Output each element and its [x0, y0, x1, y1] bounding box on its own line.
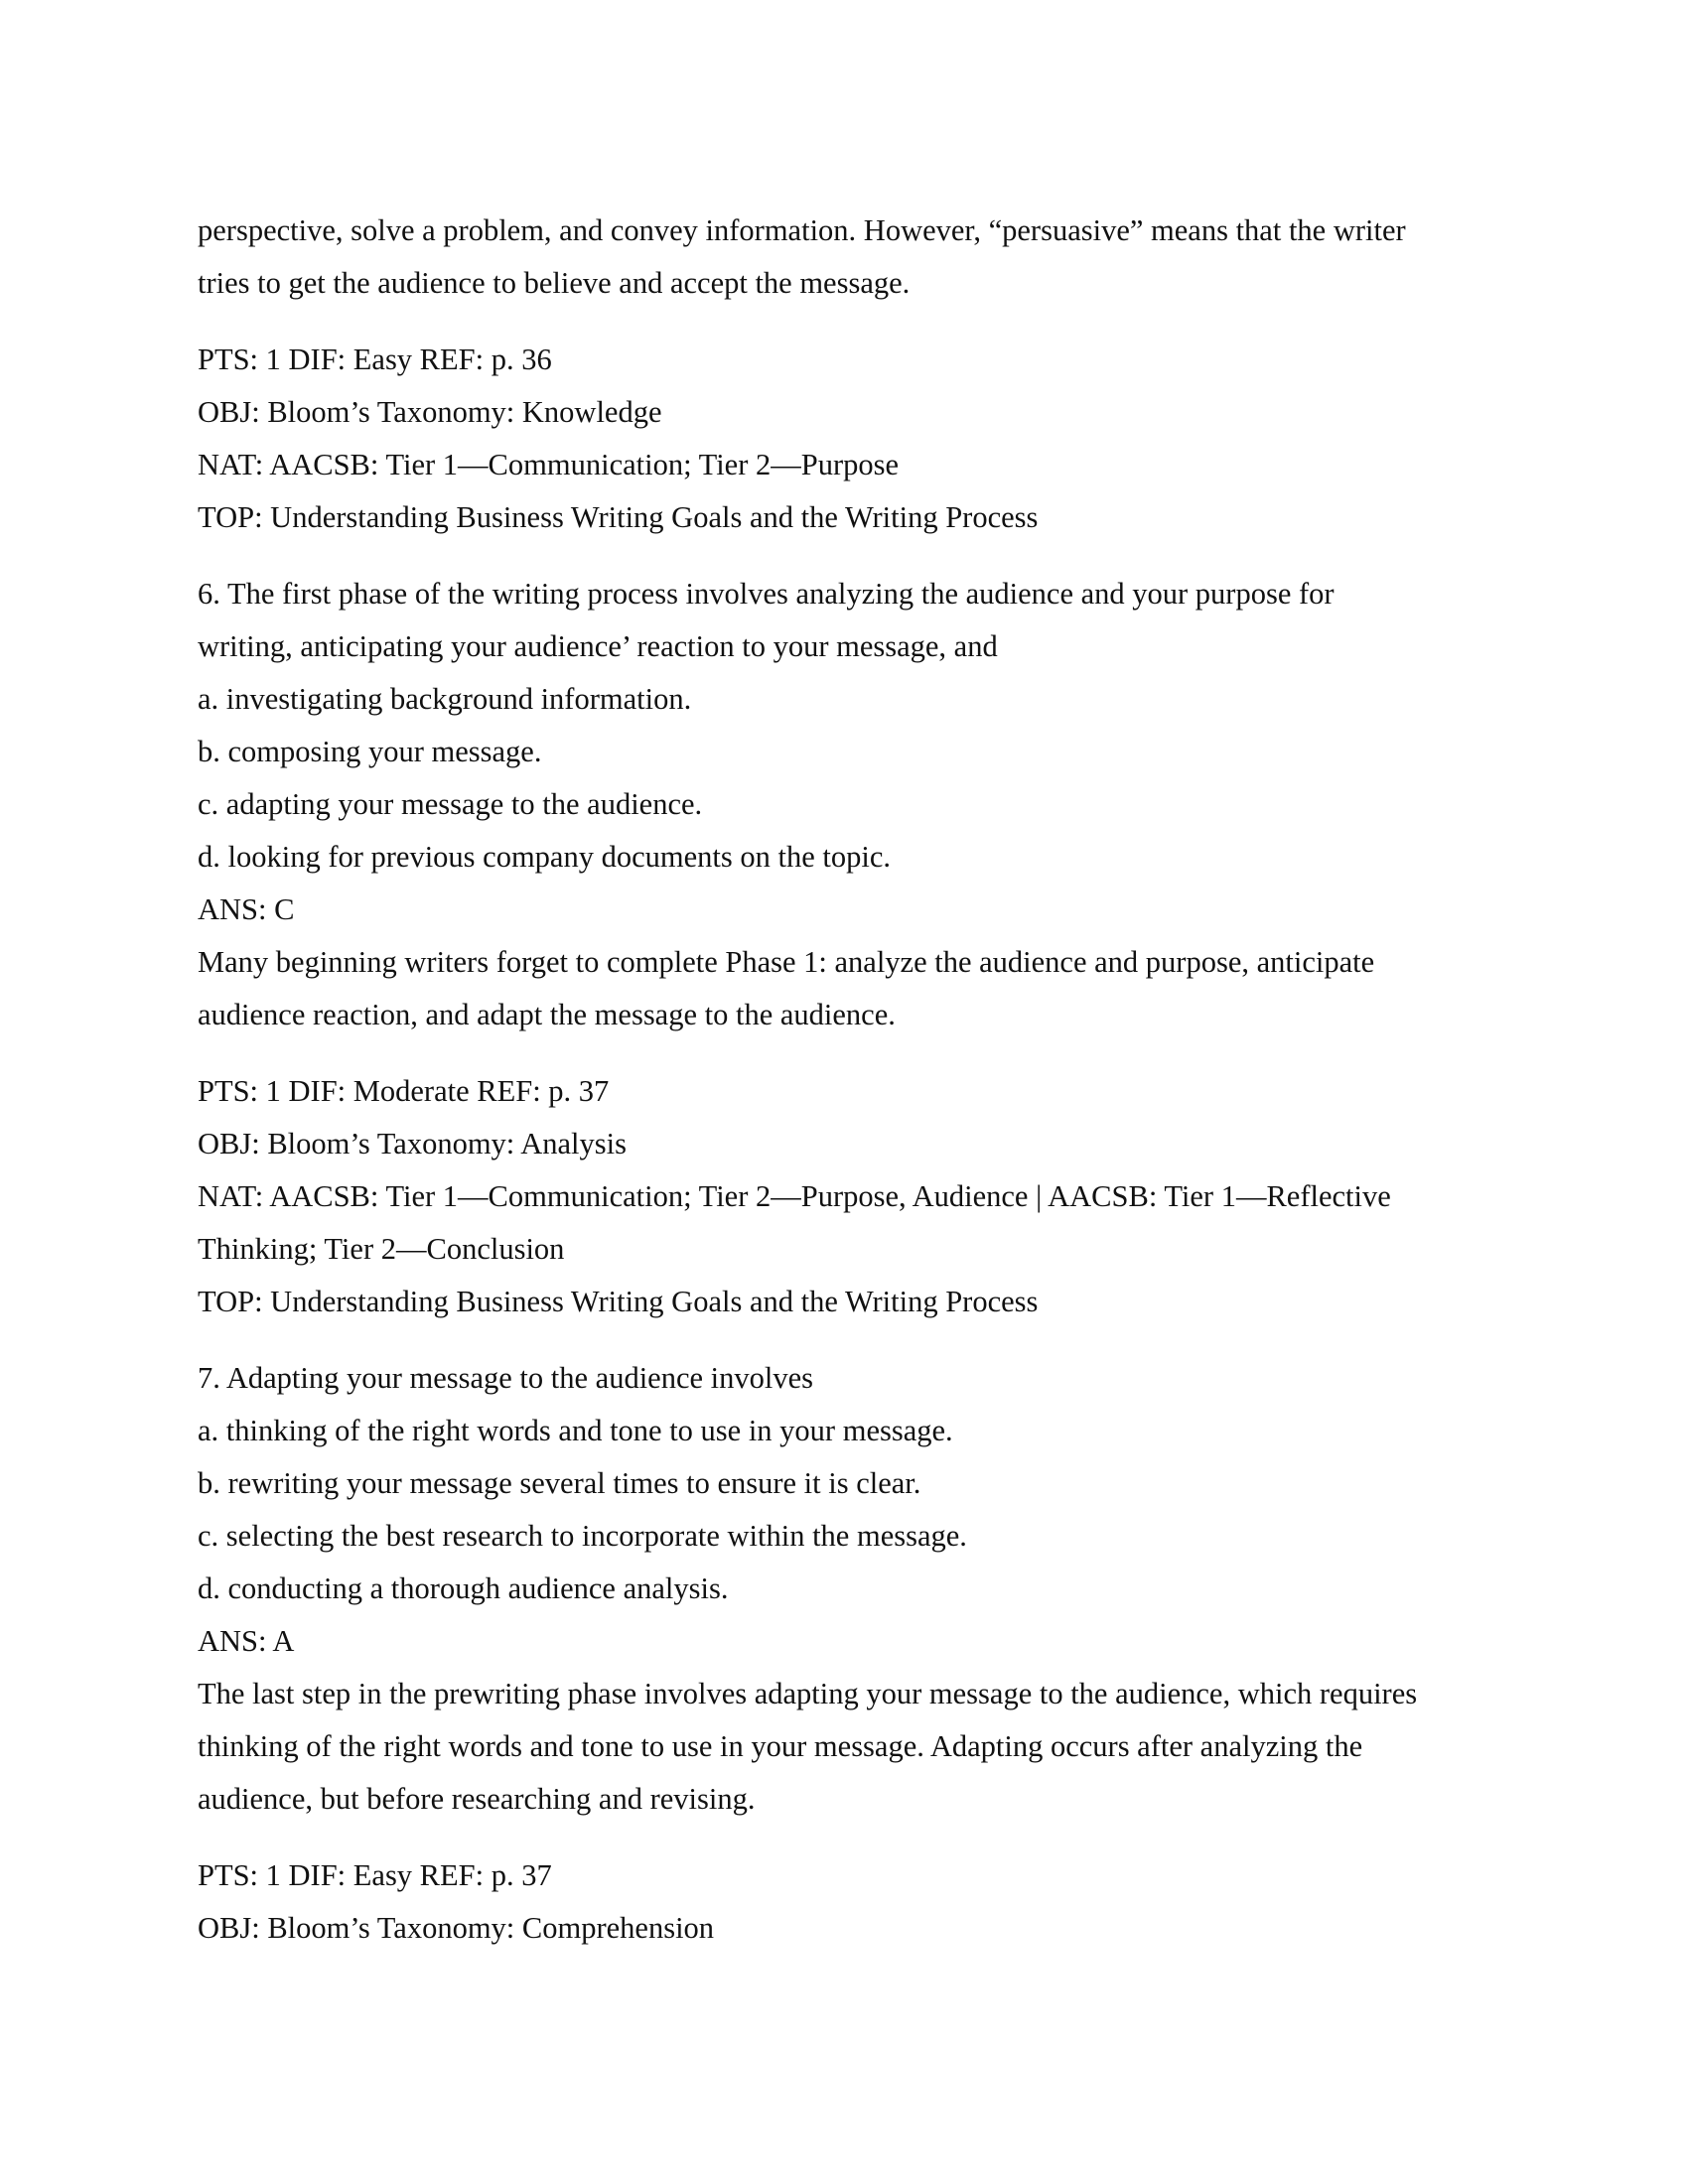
explanation-line: audience, but before researching and revising. [198, 1782, 756, 1816]
q5-explanation [198, 208, 1498, 314]
question-stem: writing, anticipating your audience’ reaction to your message, and [198, 629, 998, 663]
obj-line: OBJ: Bloom’s Taxonomy: Knowledge [198, 395, 662, 429]
explanation-line: Many beginning writers forget to complete Phase 1: analyze the audience and purpose, anticipate [198, 945, 1375, 979]
document-page [198, 208, 1498, 1959]
paragraph-gap [198, 548, 1498, 572]
top-line: TOP: Understanding Business Writing Goals and the Writing Process [198, 1285, 1039, 1318]
pts-line: PTS: 1 DIF: Moderate REF: p. 37 [198, 1074, 610, 1108]
obj-line: OBJ: Bloom’s Taxonomy: Comprehension [198, 1911, 715, 1945]
q6-metadata [198, 1069, 1498, 1332]
nat-line: NAT: AACSB: Tier 1—Communication; Tier 2—Purpose, Audience | AACSB: Tier 1—Reflective [198, 1179, 1391, 1213]
q7-metadata [198, 1853, 1498, 1959]
nat-line: Thinking; Tier 2—Conclusion [198, 1232, 565, 1266]
explanation-line: tries to get the audience to believe and accept the message. [198, 266, 911, 300]
question-stem: 7. Adapting your message to the audience involves [198, 1361, 814, 1395]
explanation-line: thinking of the right words and tone to use in your message. Adapting occurs after analyzing the [198, 1729, 1363, 1763]
pts-line: PTS: 1 DIF: Easy REF: p. 36 [198, 342, 552, 376]
answer-line: ANS: C [198, 892, 295, 926]
answer-line: ANS: A [198, 1624, 295, 1658]
obj-line: OBJ: Bloom’s Taxonomy: Analysis [198, 1127, 627, 1160]
question-6 [198, 572, 1498, 1045]
explanation-line: perspective, solve a problem, and convey information. However, “persuasive” means that the writer [198, 213, 1406, 247]
nat-line: NAT: AACSB: Tier 1—Communication; Tier 2—Purpose [198, 448, 900, 481]
paragraph-gap [198, 1045, 1498, 1069]
top-line: TOP: Understanding Business Writing Goals and the Writing Process [198, 500, 1039, 534]
question-stem: 6. The first phase of the writing process involves analyzing the audience and your purpose for [198, 577, 1335, 611]
option-b: b. rewriting your message several times to ensure it is clear. [198, 1466, 921, 1500]
option-d: d. conducting a thorough audience analysis. [198, 1571, 729, 1605]
question-7 [198, 1356, 1498, 1830]
option-c: c. selecting the best research to incorporate within the message. [198, 1519, 967, 1553]
explanation-line: audience reaction, and adapt the message to the audience. [198, 998, 896, 1031]
option-d: d. looking for previous company documents on the topic. [198, 840, 891, 874]
option-c: c. adapting your message to the audience. [198, 787, 703, 821]
explanation-line: The last step in the prewriting phase involves adapting your message to the audience, which requires [198, 1677, 1418, 1710]
paragraph-gap [198, 314, 1498, 338]
pts-line: PTS: 1 DIF: Easy REF: p. 37 [198, 1858, 552, 1892]
option-a: a. thinking of the right words and tone to use in your message. [198, 1414, 953, 1447]
option-b: b. composing your message. [198, 735, 542, 768]
paragraph-gap [198, 1332, 1498, 1356]
q5-metadata [198, 338, 1498, 548]
paragraph-gap [198, 1830, 1498, 1853]
option-a: a. investigating background information. [198, 682, 692, 716]
